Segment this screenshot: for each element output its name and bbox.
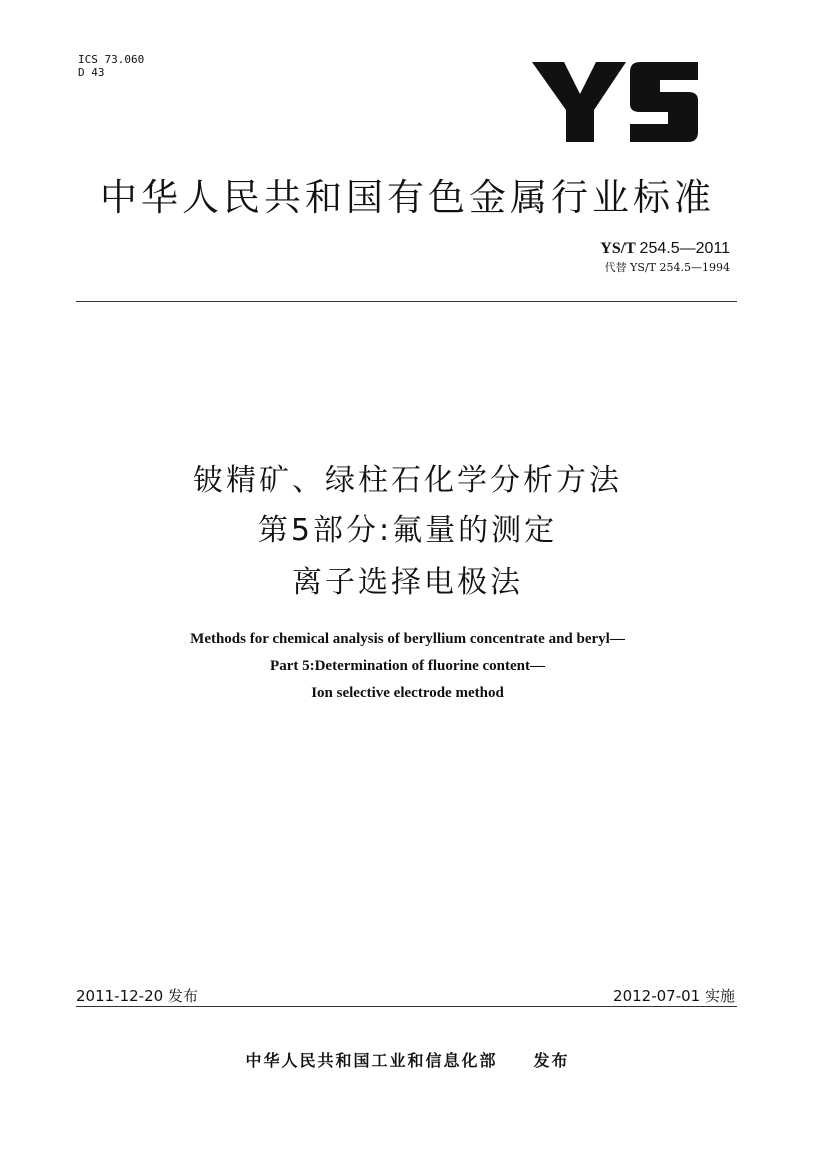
- ccs-code: D 43: [78, 66, 105, 79]
- title-cn-line3: 离子选择电极法: [292, 565, 523, 600]
- issuer-name: 中华人民共和国工业和信息化部: [245, 1051, 498, 1070]
- issuer-line: [0, 1048, 815, 1071]
- top-divider: [76, 301, 737, 302]
- standard-code: 254.5—2011: [639, 240, 730, 257]
- logo-letter-s: [630, 62, 698, 142]
- standard-number: [600, 240, 730, 258]
- replaces-note: 代替 YS/T 254.5—1994: [604, 261, 730, 274]
- classification-block: [78, 53, 144, 79]
- title-cn-line1: 铍精矿、绿柱石化学分析方法: [193, 463, 622, 498]
- org-title: 中华人民共和国有色金属行业标准: [100, 176, 715, 219]
- title-cn-line2: 第5部分:氟量的测定: [257, 513, 558, 548]
- implement-date: 2012-07-01 实施: [613, 987, 735, 1005]
- title-en-line2: Part 5:Determination of fluorine content—: [270, 658, 545, 674]
- issue-date: 2011-12-20 发布: [76, 987, 198, 1005]
- ys-logo: [532, 52, 698, 152]
- title-en-line3: Ion selective electrode method: [311, 685, 504, 701]
- logo-letter-y: [532, 62, 626, 142]
- title-en-line1: Methods for chemical analysis of beryllium concentrate and beryl—: [190, 631, 625, 647]
- issuer-action: 发布: [533, 1051, 570, 1070]
- ics-code: ICS 73.060: [78, 53, 145, 66]
- standard-prefix: YS/T: [600, 240, 636, 257]
- bottom-divider: [76, 1006, 737, 1007]
